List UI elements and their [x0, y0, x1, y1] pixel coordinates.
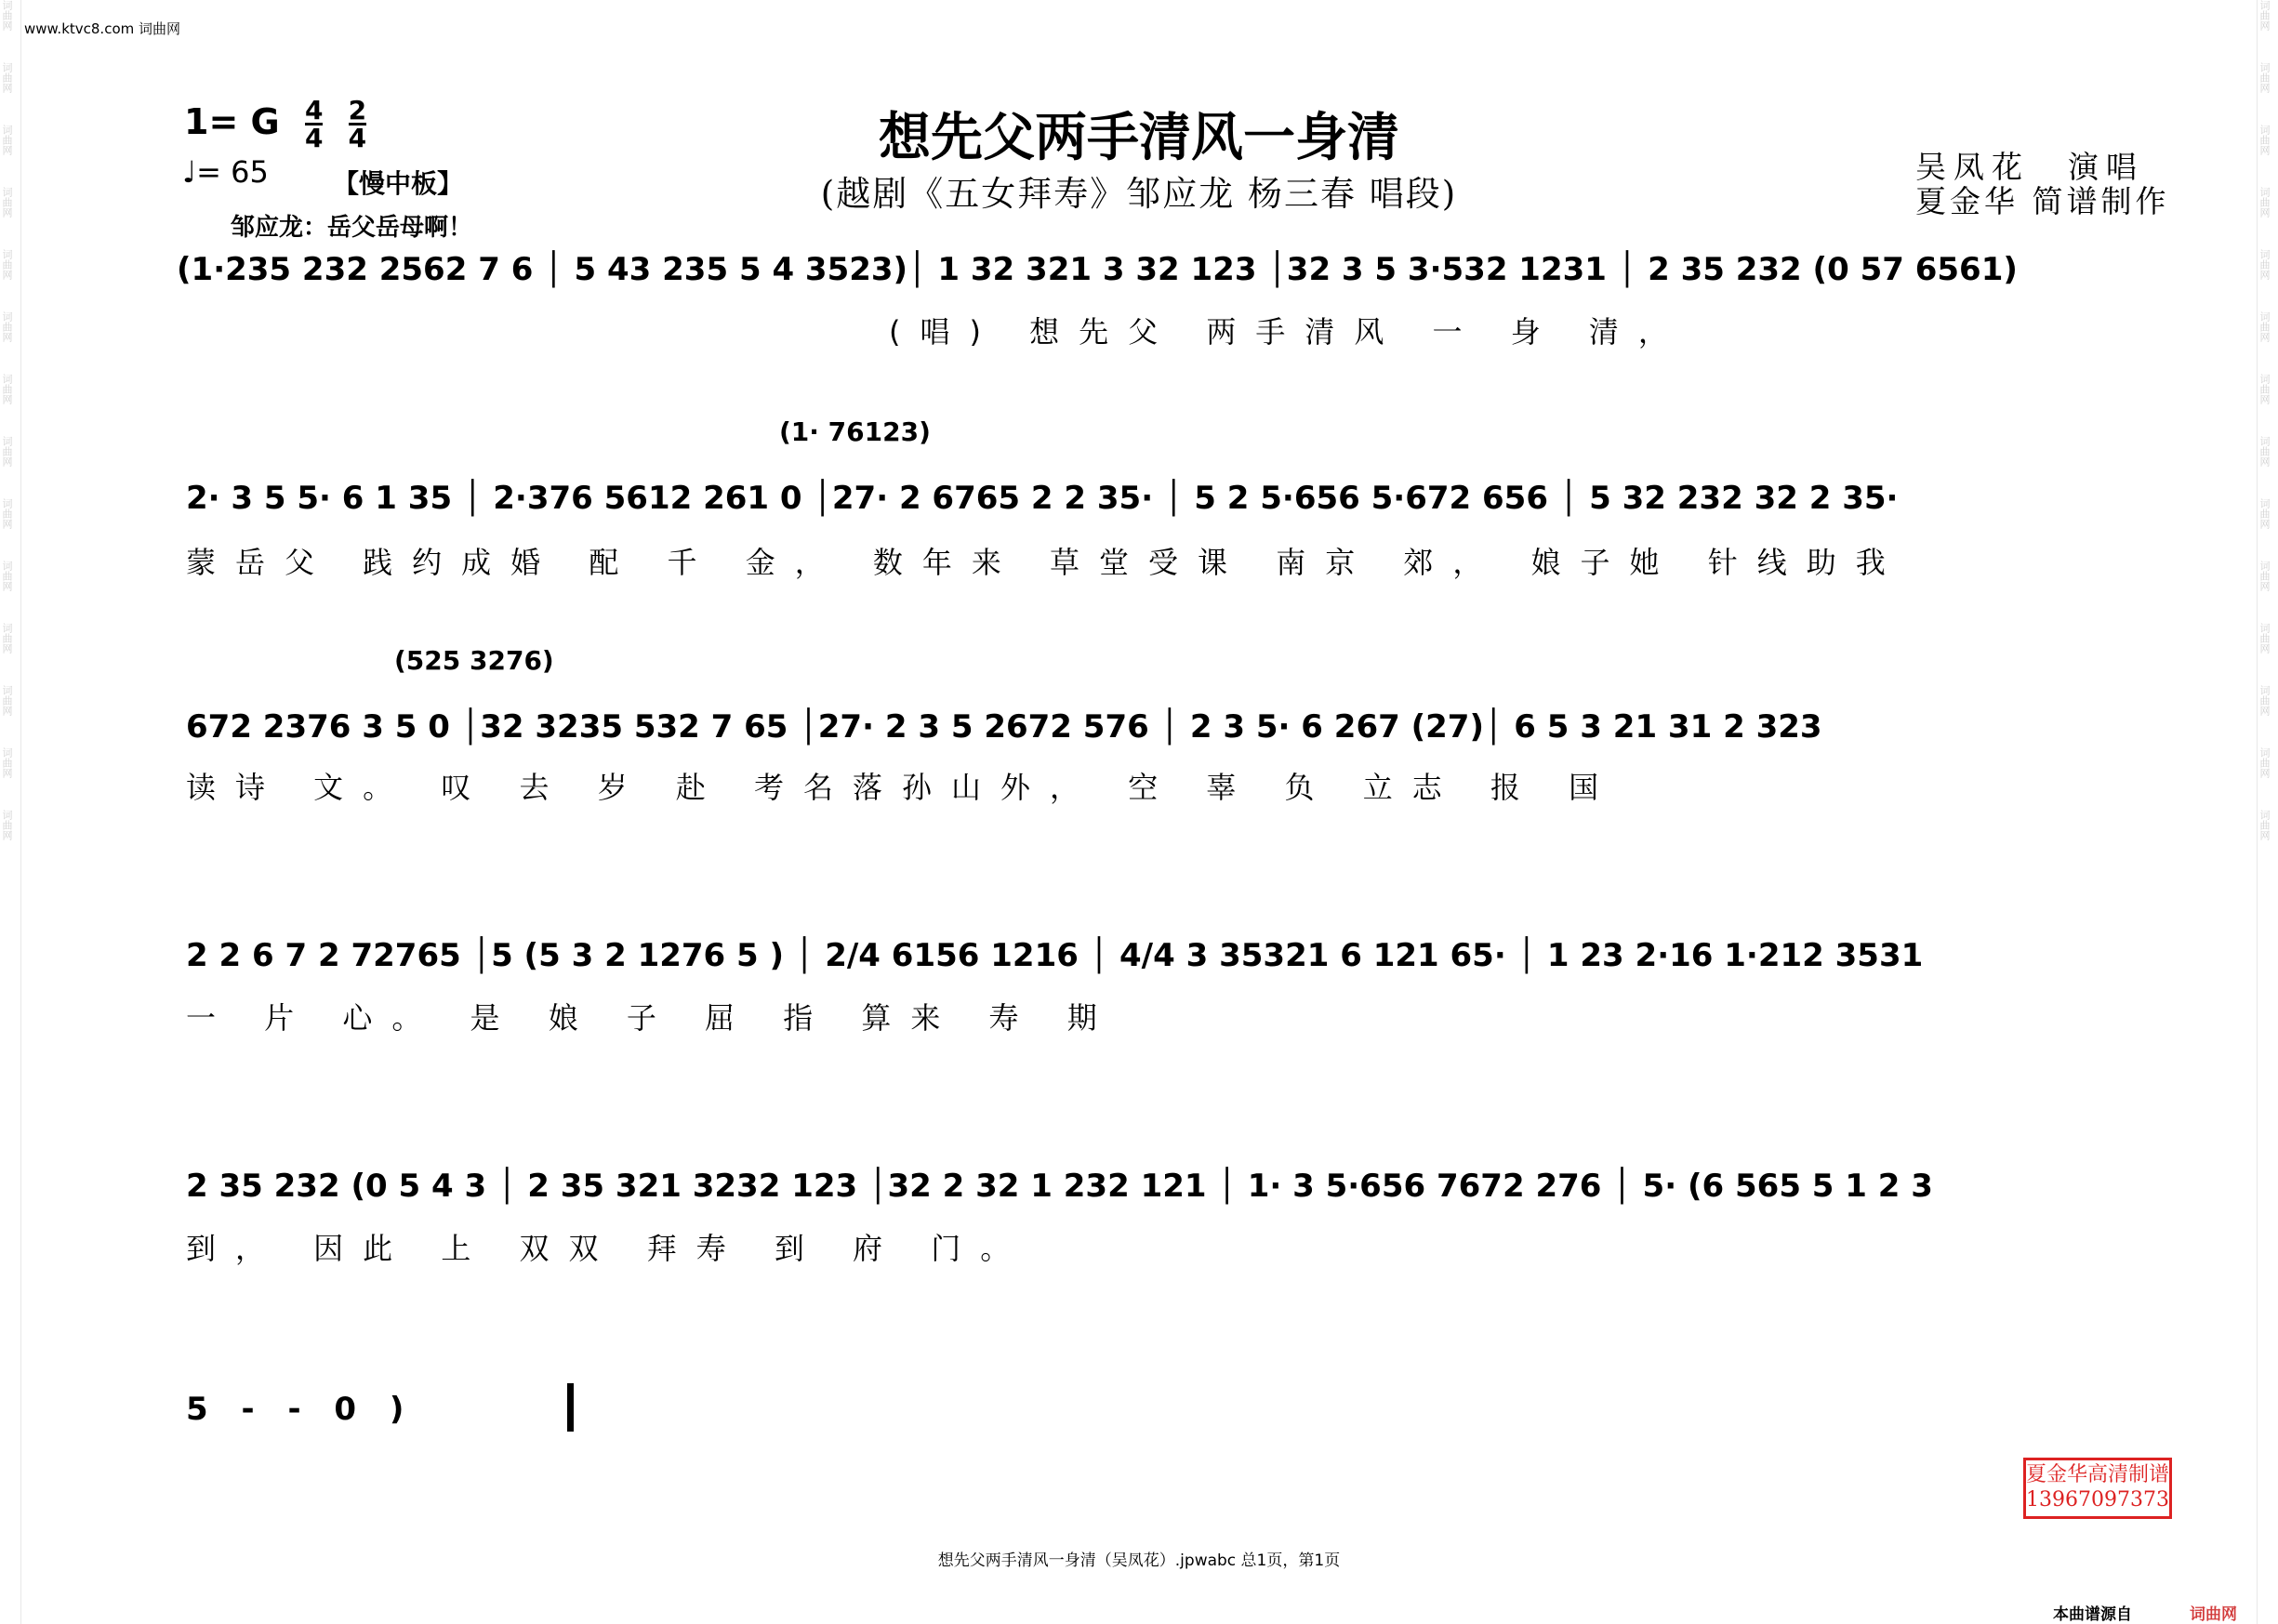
- stamp-phone: 13967097373: [2026, 1488, 2169, 1512]
- right-margin-watermark: [2257, 0, 2278, 1624]
- margin-mark: 词曲网: [1, 187, 13, 218]
- score-line-1-lyrics: (唱) 想先父 两手清风 一 身 清，: [889, 314, 1688, 350]
- tempo-marking: ♩= 65: [182, 154, 269, 190]
- key-label: 1= G: [184, 101, 280, 142]
- source-label: 本曲谱源自: [2053, 1605, 2132, 1624]
- score-line-2-notes: 2· 3 5 5· 6 1 35 │ 2·376 5612 261 0 │27· 2 6765 2 2 35· │ 5 2 5·656 5·672 656 │ 5 32 232 32 2 35·: [186, 480, 1899, 517]
- final-barline: [567, 1383, 574, 1432]
- footer-caption: 想先父两手清风一身清（吴凤花）.jpwabc 总1页，第1页: [937, 1551, 1341, 1570]
- margin-mark: 词曲网: [2258, 125, 2271, 155]
- margin-mark: 词曲网: [1, 810, 13, 840]
- score-line-2-lyrics: 蒙岳父 践约成婚 配 千 金， 数年来 草堂受课 南京 郊， 娘子她 针线助我: [186, 545, 1905, 580]
- margin-mark: 词曲网: [1, 374, 13, 404]
- margin-mark: 词曲网: [1, 685, 13, 716]
- margin-mark: 词曲网: [2258, 187, 2271, 218]
- margin-mark: 词曲网: [2258, 685, 2271, 716]
- time-sig-denominator: 4: [348, 123, 367, 153]
- score-line-3-lyrics: 读诗 文。 叹 去 岁 赴 考名落孙山外， 空 辜 负 立志 报 国: [186, 770, 1619, 805]
- margin-mark: 词曲网: [2258, 747, 2271, 778]
- score-line-5-lyrics: 到， 因此 上 双双 拜寿 到 府 门。: [186, 1231, 1030, 1266]
- page-title: 想先父两手清风一身清: [879, 107, 1399, 168]
- margin-mark: 词曲网: [1, 249, 13, 280]
- margin-mark: 词曲网: [2258, 561, 2271, 591]
- site-header[interactable]: www.ktvc8.com 词曲网: [24, 20, 181, 37]
- margin-mark: 词曲网: [2258, 623, 2271, 654]
- score-line-1-notes: (1·235 232 2562 7 6 │ 5 43 235 5 4 3523)│ 1 32 321 3 32 123 │32 3 5 3·532 1231 │ 2 35 232 (0 57 6561): [177, 251, 2018, 288]
- margin-mark: 词曲网: [2258, 374, 2271, 404]
- margin-mark: 词曲网: [1, 498, 13, 529]
- time-sig-denominator: 4: [304, 123, 324, 153]
- margin-mark: 词曲网: [1, 0, 13, 31]
- margin-mark: 词曲网: [1, 125, 13, 155]
- score-line-3-ornament: (525 3276): [394, 645, 554, 676]
- margin-mark: 词曲网: [1, 436, 13, 467]
- score-line-3-notes: 672 2376 3 5 0 │32 3235 532 7 65 │27· 2 3 5 2672 576 │ 2 3 5· 6 267 (27)│ 6 5 3 21 31 2 323: [186, 708, 1822, 746]
- margin-mark: 词曲网: [2258, 498, 2271, 529]
- spoken-line: 邹应龙：岳父岳母啊！: [231, 214, 473, 242]
- margin-mark: 词曲网: [1, 62, 13, 93]
- source-link[interactable]: 词曲网: [2190, 1605, 2237, 1624]
- margin-mark: 词曲网: [2258, 0, 2271, 31]
- time-sig-numerator: 2: [348, 95, 367, 125]
- margin-mark: 词曲网: [2258, 810, 2271, 840]
- time-sig-numerator: 4: [304, 95, 324, 125]
- left-margin-watermark: [0, 0, 21, 1624]
- margin-mark: 词曲网: [1, 311, 13, 342]
- margin-mark: 词曲网: [2258, 249, 2271, 280]
- score-line-5-notes: 2 35 232 (0 5 4 3 │ 2 35 321 3232 123 │32 2 32 1 232 121 │ 1· 3 5·656 7672 276 │ 5· (6 565 5 1 2 3: [186, 1168, 1933, 1205]
- margin-mark: 词曲网: [2258, 436, 2271, 467]
- score-line-4-lyrics: 一 片 心。 是 娘 子 屈 指 算来 寿 期: [186, 1000, 1117, 1036]
- arranger-stamp: [2023, 1458, 2172, 1519]
- margin-mark: 词曲网: [1, 747, 13, 778]
- performer-credit: 吴凤花 演唱: [1915, 149, 2144, 185]
- margin-mark: 词曲网: [2258, 62, 2271, 93]
- margin-mark: 词曲网: [2258, 311, 2271, 342]
- speed-marking: 【慢中板】: [333, 168, 464, 199]
- margin-mark: 词曲网: [1, 623, 13, 654]
- margin-mark: 词曲网: [1, 561, 13, 591]
- score-line-6-notes: 5 - - 0 ): [186, 1391, 416, 1428]
- score-line-4-notes: 2 2 6 7 2 72765 │5 (5 3 2 1276 5 ) │ 2/4 6156 1216 │ 4/4 3 35321 6 121 65· │ 1 23 2·16 1·212 3531: [186, 937, 1924, 974]
- stamp-name: 夏金华高清制谱: [2026, 1463, 2170, 1486]
- arranger-credit: 夏金华 简谱制作: [1915, 183, 2170, 219]
- score-line-2-ornament: (1· 76123): [779, 416, 931, 447]
- page-subtitle: (越剧《五女拜寿》邹应龙 杨三春 唱段): [820, 174, 1458, 214]
